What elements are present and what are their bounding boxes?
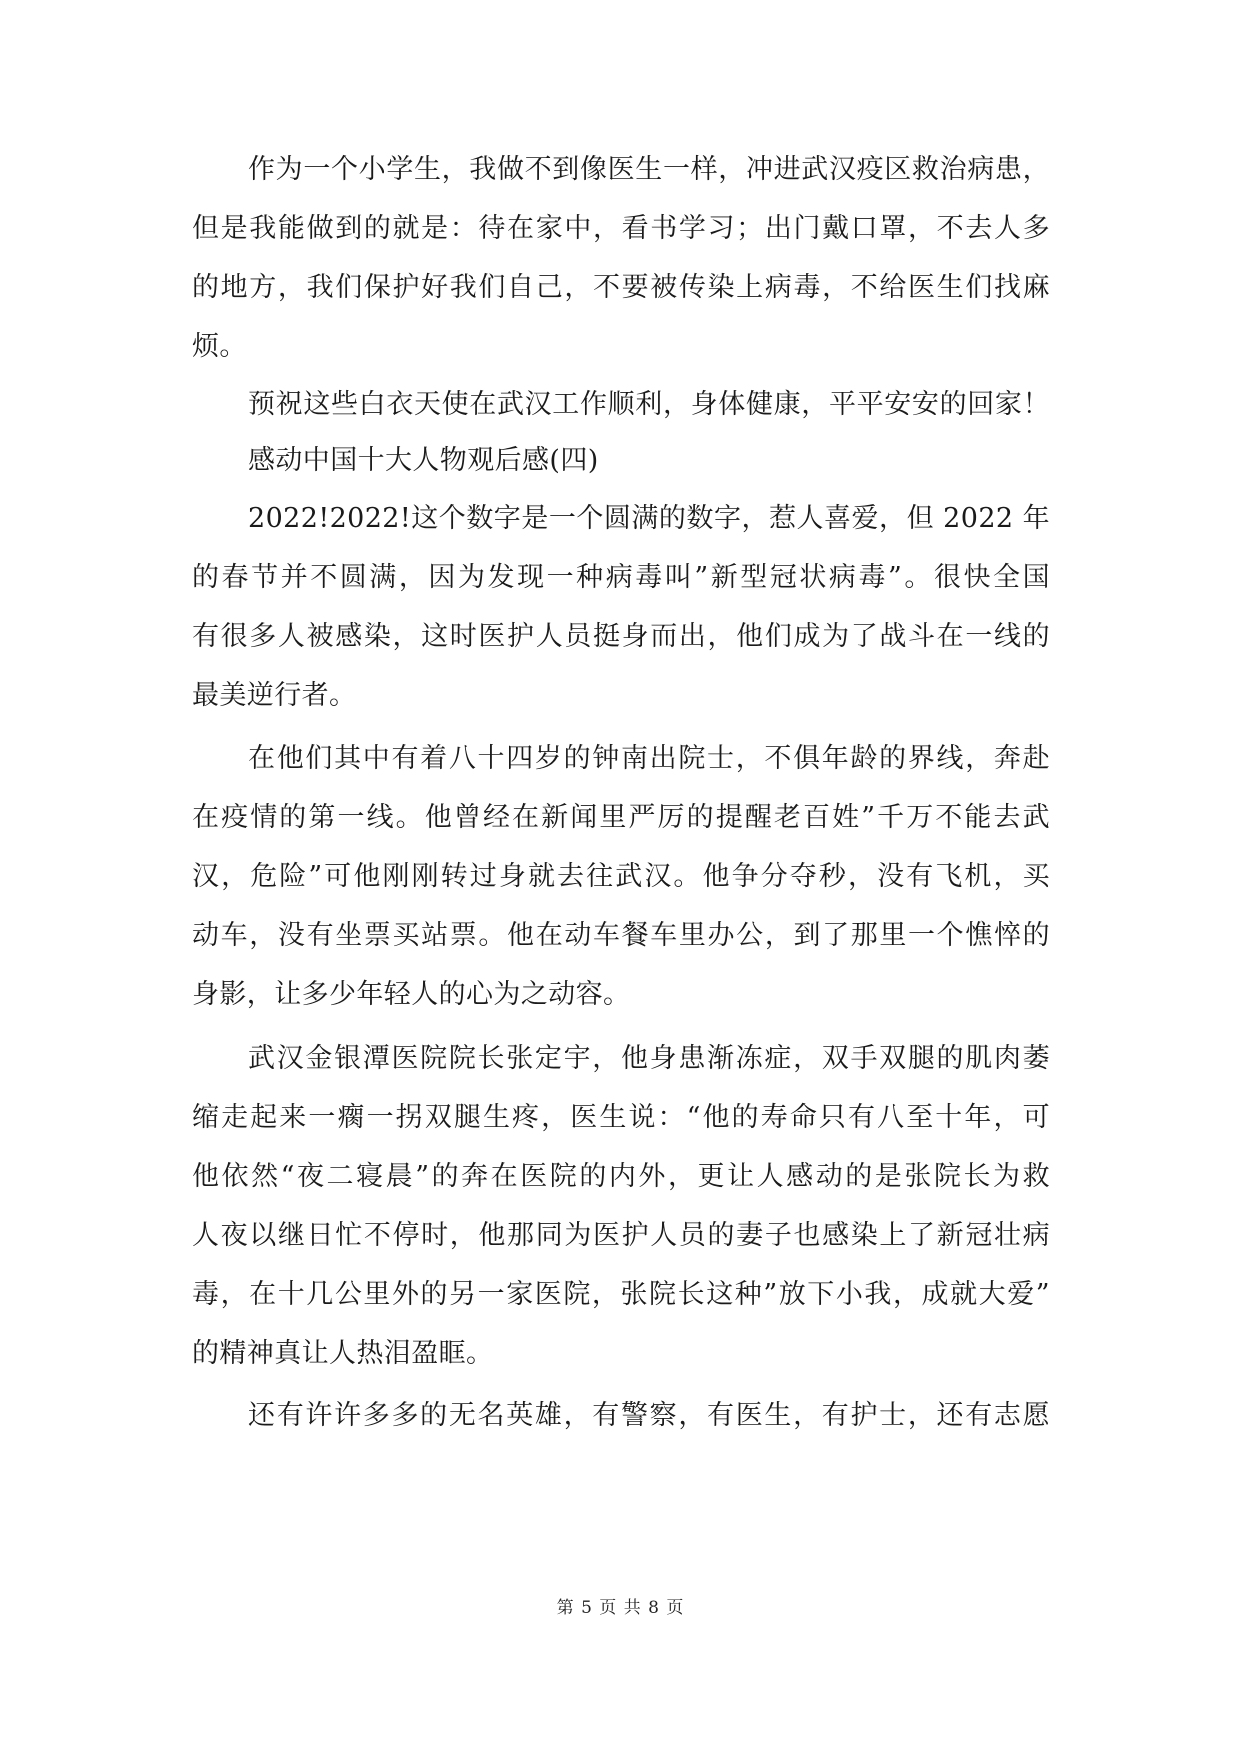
- text-line: 作为一个小学生，我做不到像医生一样，冲进武汉疫区救治病患，: [248, 154, 1050, 185]
- page-label-prefix: 第: [556, 1598, 575, 1618]
- section-heading: 感动中国十大人物观后感(四): [248, 445, 599, 476]
- text-line: 汉，危险”可他刚刚转过身就去往武汉。他争分夺秒，没有飞机，买: [192, 861, 1050, 892]
- text-line: 的地方，我们保护好我们自己，不要被传染上病毒，不给医生们找麻: [192, 272, 1050, 303]
- text-line: 预祝这些白衣天使在武汉工作顺利，身体健康，平平安安的回家！: [248, 389, 1050, 420]
- text-line: 2022!2022!这个数字是一个圆满的数字，惹人喜爱，但 2022 年: [248, 503, 1050, 534]
- text-line: 在疫情的第一线。他曾经在新闻里严厉的提醒老百姓”千万不能去武: [192, 802, 1050, 833]
- total-pages-number: 8: [648, 1598, 660, 1618]
- text-line: 缩走起来一瘸一拐双腿生疼，医生说：“他的寿命只有八至十年，可: [192, 1102, 1050, 1133]
- text-line: 人夜以继日忙不停时，他那同为医护人员的妻子也感染上了新冠壮病: [192, 1220, 1050, 1251]
- text-line: 毒，在十几公里外的另一家医院，张院长这种”放下小我，成就大爱”: [192, 1279, 1050, 1310]
- page-label-suffix: 页: [666, 1598, 685, 1618]
- current-page-number: 5: [581, 1598, 593, 1618]
- text-line: 身影，让多少年轻人的心为之动容。: [192, 979, 631, 1010]
- text-line: 的精神真让人热泪盈眶。: [192, 1338, 494, 1369]
- text-line: 但是我能做到的就是：待在家中，看书学习；出门戴口罩，不去人多: [192, 213, 1050, 244]
- text-line: 烦。: [192, 331, 247, 362]
- text-line: 在他们其中有着八十四岁的钟南出院士，不俱年龄的界线，奔赴: [248, 743, 1050, 774]
- text-line: 有很多人被感染，这时医护人员挺身而出，他们成为了战斗在一线的: [192, 621, 1050, 652]
- page-footer: [0, 1597, 1241, 1619]
- text-line: 武汉金银潭医院院长张定宇，他身患渐冻症，双手双腿的肌肉萎: [248, 1043, 1050, 1074]
- text-line: 他依然“夜二寝晨”的奔在医院的内外，更让人感动的是张院长为救: [192, 1161, 1050, 1192]
- page-label-middle: 页 共: [599, 1598, 642, 1618]
- text-line: 动车，没有坐票买站票。他在动车餐车里办公，到了那里一个憔悴的: [192, 920, 1050, 951]
- text-line: 的春节并不圆满，因为发现一种病毒叫”新型冠状病毒”。很快全国: [192, 562, 1050, 593]
- text-line: 最美逆行者。: [192, 680, 357, 711]
- text-line: 还有许许多多的无名英雄，有警察，有医生，有护士，还有志愿: [248, 1400, 1050, 1431]
